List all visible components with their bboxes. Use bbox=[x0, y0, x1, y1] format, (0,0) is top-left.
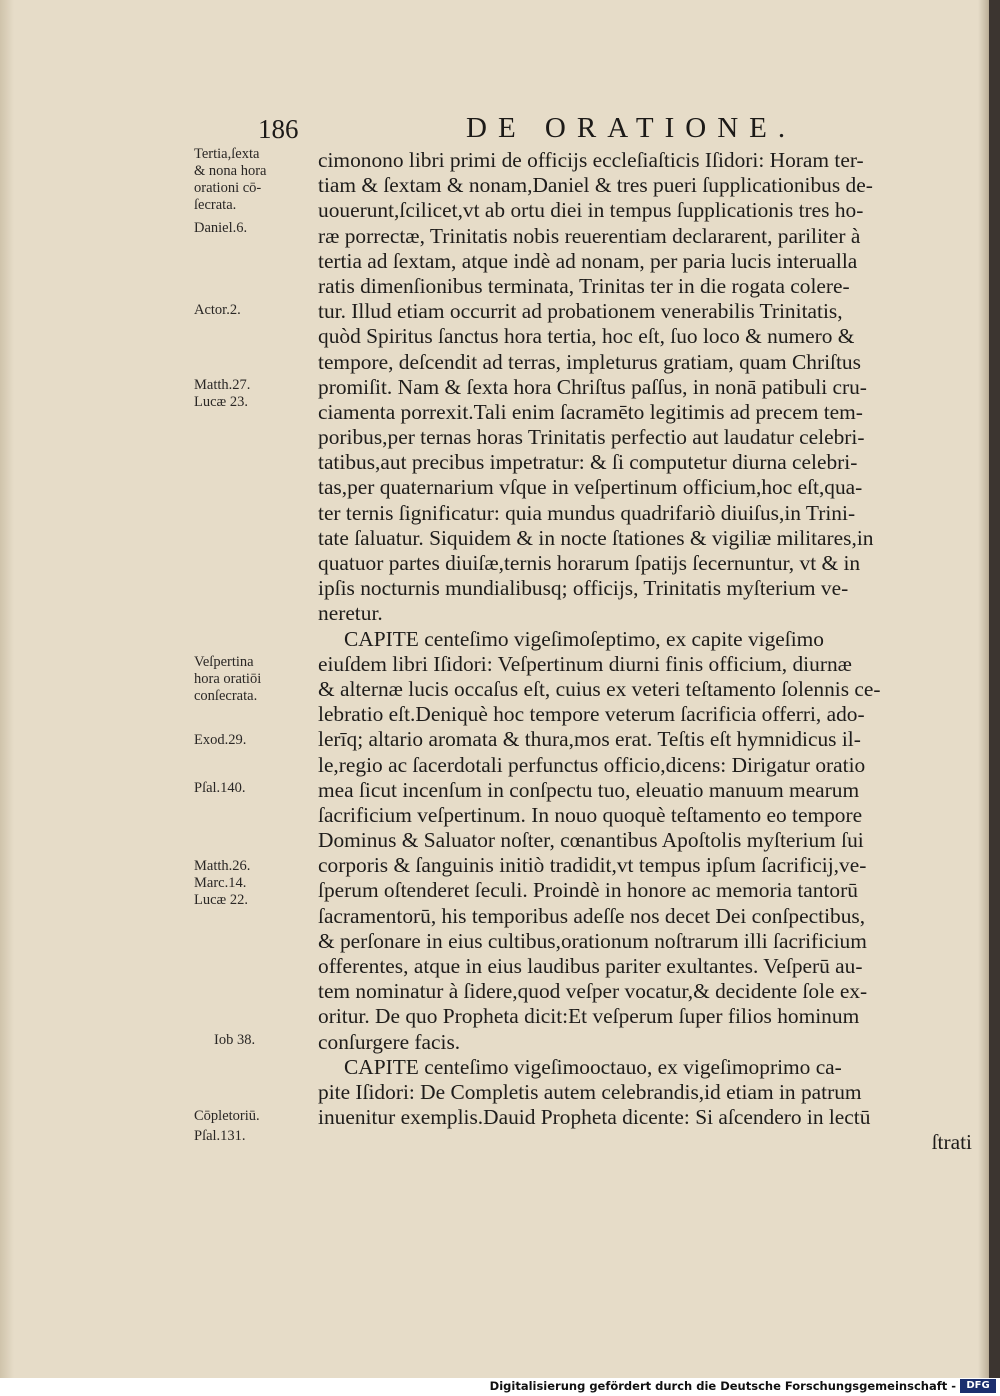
page-number: 186 bbox=[258, 114, 299, 144]
chapter-heading-line: CAPITE centeſimo vigeſimooctauo, ex vigeſimoprimo ca- bbox=[344, 1054, 842, 1079]
text-line: le,regio ac ſacerdotali perfunctus officio,dicens: Dirigatur oratio bbox=[318, 752, 866, 777]
margin-note-line: Exod.29. bbox=[194, 732, 247, 748]
margin-note-line: ſecrata. bbox=[194, 197, 237, 213]
text-line: oritur. De quo Propheta dicit:Et veſperum ſuper filios hominum bbox=[318, 1004, 860, 1029]
running-head: DE ORATIONE. bbox=[466, 112, 797, 144]
text-line: lerīq; altario aromata & thura,mos erat. Teſtis eſt hymnidicus il- bbox=[318, 727, 861, 752]
text-line: tur. Illud etiam occurrit ad probationem venerabilis Trinitatis, bbox=[318, 299, 843, 324]
text-line: neretur. bbox=[318, 601, 383, 626]
margin-note-matth-27 bbox=[194, 377, 312, 411]
margin-note-exod bbox=[194, 732, 312, 749]
margin-note-line: orationi cō- bbox=[194, 180, 262, 196]
text-line: conſurgere facis. bbox=[318, 1029, 461, 1054]
margin-note-line: Cōpletoriū. bbox=[194, 1108, 260, 1124]
text-line: tempore, deſcendit ad terras, impleturus gratiam, quam Chriſtus bbox=[318, 349, 861, 374]
text-line: mea ſicut incenſum in conſpectu tuo, eleuatio manuum mearum bbox=[318, 777, 860, 802]
margin-note-iob bbox=[214, 1032, 332, 1049]
page-gutter-shadow bbox=[0, 0, 14, 1378]
text-line: tertia ad ſextam, atque indè ad nonam, per paria lucis interualla bbox=[318, 248, 858, 273]
margin-note-matth-26 bbox=[194, 858, 312, 909]
text-line: tiam & ſextam & nonam,Daniel & tres pueri ſupplicationibus de- bbox=[318, 173, 873, 198]
margin-note-psal-131 bbox=[194, 1128, 312, 1145]
margin-note-tertia bbox=[194, 146, 312, 214]
text-line: tate ſaluatur. Siquidem & in nocte ſtationes & vigiliæ militares,in bbox=[318, 525, 874, 550]
margin-note-line: conſecrata. bbox=[194, 688, 258, 704]
main-text-block bbox=[318, 148, 978, 1156]
margin-note-line: Pſal.140. bbox=[194, 780, 246, 796]
text-line: tas,per quaternarium vſque in veſpertinum officium,hoc eſt,qua- bbox=[318, 475, 863, 500]
text-line: & perſonare in eius cultibus,orationum noſtrarum illi ſacrificium bbox=[318, 928, 867, 953]
page-edge bbox=[978, 0, 988, 1378]
margin-note-line: Lucæ 23. bbox=[194, 394, 248, 410]
text-line: quòd Spiritus ſanctus hora tertia, hoc eſt, ſuo loco & numero & bbox=[318, 324, 855, 349]
margin-note-line: hora oratiōi bbox=[194, 671, 262, 687]
margin-note-daniel bbox=[194, 220, 312, 237]
margin-note-line: Matth.26. bbox=[194, 858, 251, 874]
text-line: ratis dimenſionibus terminata, Trinitas ter in die rogata colere- bbox=[318, 273, 850, 298]
text-line: quatuor partes diuiſæ,ternis horarum ſpatijs ſecernuntur, vt & in bbox=[318, 551, 861, 575]
text-line: ſacrificium veſpertinum. In nouo quoquè teſtamento eo tempore bbox=[318, 802, 863, 827]
margin-note-line: Veſpertina bbox=[194, 654, 254, 670]
text-line: ciamenta porrexit.Tali enim ſacramēto legitimis ad precem tem- bbox=[318, 399, 863, 424]
chapter-heading-line: CAPITE centeſimo vigeſimoſeptimo, ex capite vigeſimo bbox=[344, 626, 824, 651]
margin-note-line: Tertia,ſexta bbox=[194, 146, 260, 162]
text-line: tem nominatur à ſidere,quod veſper vocatur,& decidente ſole ex- bbox=[318, 979, 868, 1004]
text-line: & alternæ lucis occaſus eſt, cuius ex veteri teſtamento ſolennis ce- bbox=[318, 676, 881, 701]
text-line: uouerunt,ſcilicet,vt ab ortu diei in tempus ſupplicationis tres ho- bbox=[318, 198, 864, 223]
margin-note-actor bbox=[194, 302, 312, 319]
footer-credit: Digitalisierung gefördert durch die Deutsche Forschungsgemeinschaft - bbox=[489, 1379, 956, 1393]
text-line: corporis & ſanguinis initiò tradidit,vt tempus ipſum ſacrificij,ve- bbox=[318, 853, 867, 878]
text-line: tatibus,aut precibus impetratur: & ſi computetur diurna celebri- bbox=[318, 450, 858, 475]
margin-note-line: & nona hora bbox=[194, 163, 267, 179]
margin-note-completorium bbox=[194, 1108, 312, 1125]
margin-note-psal-140 bbox=[194, 780, 312, 797]
text-line: Dominus & Saluator noſter, cœnantibus Apoſtolis myſterium ſui bbox=[318, 828, 864, 853]
footer-bar bbox=[0, 1378, 1000, 1396]
text-line: inuenitur exemplis.Dauid Propheta dicente: Si aſcendero in lectū bbox=[318, 1105, 871, 1130]
text-line: ſacramentorū, his temporibus adeſſe nos decet Dei conſpectibus, bbox=[318, 903, 866, 928]
text-line: pite Iſidori: De Completis autem celebrandis,id etiam in patrum bbox=[318, 1079, 862, 1104]
catchword: ſtrati bbox=[931, 1130, 972, 1155]
margin-note-line: Actor.2. bbox=[194, 302, 241, 318]
margin-note-line: Pſal.131. bbox=[194, 1128, 246, 1144]
text-line: poribus,per ternas horas Trinitatis perfectio aut laudatur celebri- bbox=[318, 425, 865, 450]
text-line: lebratio eſt.Deniquè hoc tempore veterum ſacrificia offerri, ado- bbox=[318, 702, 865, 727]
margin-note-vespertina bbox=[194, 654, 312, 705]
page-header bbox=[0, 108, 988, 148]
text-line: cimonono libri primi de officijs eccleſiaſticis Iſidori: Horam ter- bbox=[318, 148, 864, 172]
text-line: ter ternis ſignificatur: quia mundus quadrifariò diuiſus,in Trini- bbox=[318, 500, 856, 525]
text-line: offerentes, atque in eius laudibus pariter exultantes. Veſperū au- bbox=[318, 954, 863, 978]
text-line: promiſit. Nam & ſexta hora Chriſtus paſſus, in nonā patibuli cru- bbox=[318, 374, 867, 399]
margin-note-line: Marc.14. bbox=[194, 875, 247, 891]
text-line: ræ porrectæ, Trinitatis nobis reuerentiam declararent, pariliter à bbox=[318, 223, 861, 248]
text-line: ſperum oſtenderet ſeculi. Proindè in honore ac memoria tantorū bbox=[318, 878, 858, 903]
dfg-logo: DFG bbox=[960, 1379, 996, 1393]
text-line: eiuſdem libri Iſidori: Veſpertinum diurni finis officium, diurnæ bbox=[318, 651, 852, 676]
margin-note-line: Iob 38. bbox=[214, 1032, 256, 1048]
text-line: ipſis nocturnis mundialibusq; officijs, Trinitatis myſterium ve- bbox=[318, 576, 849, 601]
margin-note-line: Lucæ 22. bbox=[194, 892, 248, 908]
margin-note-line: Daniel.6. bbox=[194, 220, 248, 236]
margin-note-line: Matth.27. bbox=[194, 377, 251, 393]
